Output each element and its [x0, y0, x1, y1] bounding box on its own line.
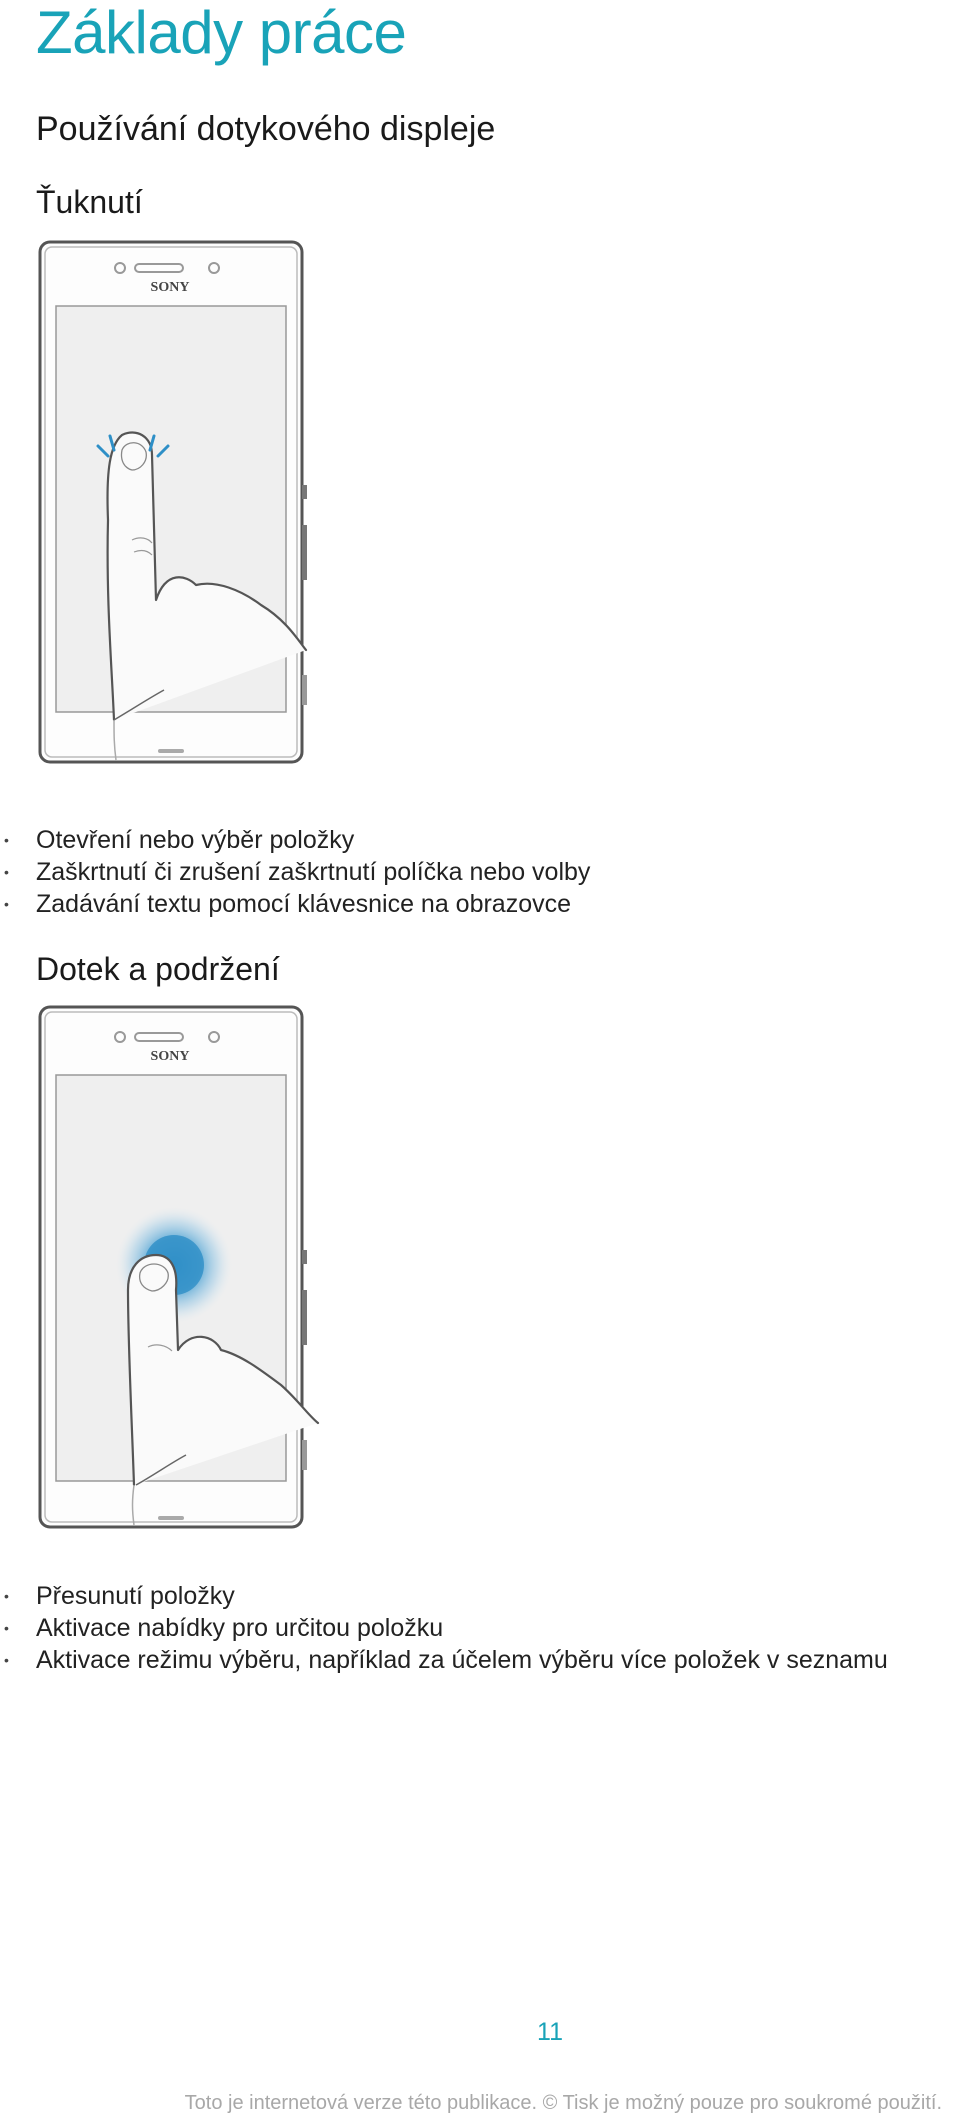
gesture-title-tap: Ťuknutí — [36, 184, 143, 220]
page-number: 11 — [537, 2018, 563, 2046]
list-item: • Přesunutí položky — [4, 1582, 235, 1610]
bullet-icon: • — [4, 896, 9, 912]
section-title: Používání dotykového displeje — [36, 110, 496, 148]
list-item: • Otevření nebo výběr položky — [4, 826, 355, 854]
bullet-icon: • — [4, 1620, 9, 1636]
bullet-icon: • — [4, 1652, 9, 1668]
touch-and-hold-uses-list — [0, 1580, 888, 1676]
list-item: • Zadávání textu pomocí klávesnice na obrazovce — [4, 890, 572, 918]
list-item: • Aktivace režimu výběru, například za účelem výběru více položek v seznamu — [4, 1646, 888, 1674]
bullet-icon: • — [4, 1588, 9, 1604]
bullet-icon: • — [4, 832, 9, 848]
phone-brand-label: SONY — [150, 1049, 190, 1064]
list-item: • Aktivace nabídky pro určitou položku — [4, 1614, 444, 1642]
gesture-title-touch-and-hold: Dotek a podržení — [36, 951, 280, 987]
tap-gesture-illustration — [36, 240, 386, 770]
phone-brand-label: SONY — [150, 280, 190, 295]
tap-uses-list — [0, 824, 590, 920]
footer-note: Toto je internetová verze této publikace. © Tisk je možný pouze pro soukromé použití. — [184, 2092, 942, 2114]
bullet-icon: • — [4, 864, 9, 880]
touch-and-hold-gesture-illustration — [36, 1005, 386, 1535]
list-item: • Zaškrtnutí či zrušení zaškrtnutí políčka nebo volby — [4, 858, 591, 886]
chapter-title: Základy práce — [36, 0, 407, 66]
